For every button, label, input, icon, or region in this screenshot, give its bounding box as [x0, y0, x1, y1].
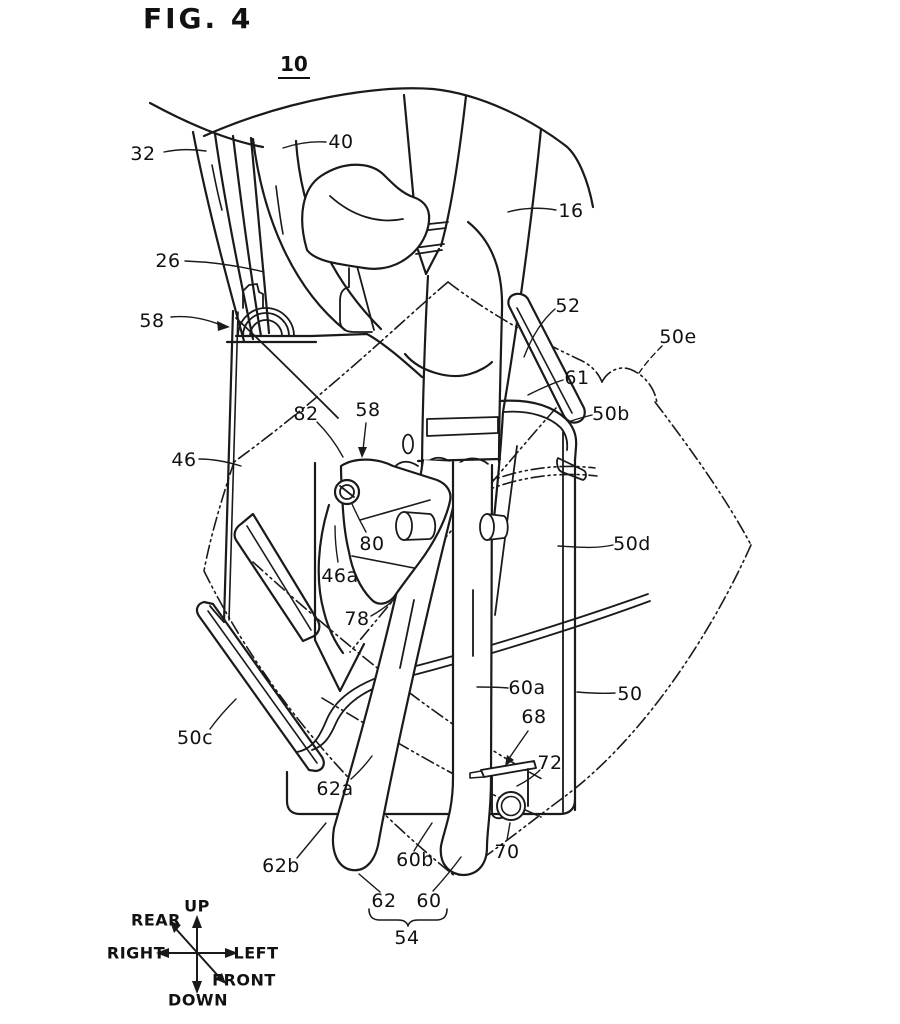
part-label-68: 68: [521, 706, 547, 728]
part-label-72: 72: [537, 752, 563, 774]
part-label-50d: 50d: [613, 533, 651, 555]
part-label-58: 58: [139, 310, 165, 332]
right-arrow-icon: [156, 948, 169, 958]
part-label-60: 60: [416, 890, 442, 912]
compass-up: UP: [184, 896, 210, 916]
stay-52-and-right-wall: [500, 294, 586, 812]
compass-rear: REAR: [131, 910, 181, 930]
part-label-62a: 62a: [316, 778, 354, 800]
part-label-46: 46: [171, 449, 197, 471]
part-label-60b: 60b: [396, 849, 434, 871]
part-label-50: 50: [617, 683, 643, 705]
part-label-46a: 46a: [321, 565, 359, 587]
figure-reference-numeral: 10: [278, 52, 310, 79]
part-label-50c: 50c: [176, 727, 214, 749]
part-label-16: 16: [558, 200, 584, 222]
part-label-80: 80: [359, 533, 385, 555]
part-label-61: 61: [564, 367, 590, 389]
brace-54: [369, 909, 447, 926]
compass-right: RIGHT: [106, 943, 166, 963]
part-label-52: 52: [555, 295, 581, 317]
part-label-40: 40: [328, 131, 354, 153]
rear-arrow-icon: [170, 921, 181, 933]
handle-crown-blob: [302, 165, 492, 376]
down-arrow-icon: [192, 981, 202, 994]
left-arrow-icon: [225, 948, 238, 958]
up-arrow-icon: [192, 915, 202, 928]
part-label-70: 70: [494, 841, 520, 863]
part-label-26: 26: [155, 250, 181, 272]
part-label-58: 58: [355, 399, 381, 421]
part-label-82: 82: [293, 403, 319, 425]
figure-title: FIG. 4: [143, 2, 254, 35]
part-label-32: 32: [130, 143, 156, 165]
compass-left: LEFT: [233, 943, 279, 963]
head-channel: [392, 222, 502, 478]
part-label-50b: 50b: [592, 403, 630, 425]
part-label-54: 54: [394, 927, 420, 949]
part-label-78: 78: [344, 608, 370, 630]
part-label-50e: 50e: [659, 326, 697, 348]
part-label-60a: 60a: [508, 677, 546, 699]
compass-front: FRONT: [212, 970, 276, 990]
compass-down: DOWN: [168, 990, 228, 1010]
part-label-62: 62: [371, 890, 397, 912]
part-label-62b: 62b: [262, 855, 300, 877]
direction-compass: [156, 915, 238, 994]
